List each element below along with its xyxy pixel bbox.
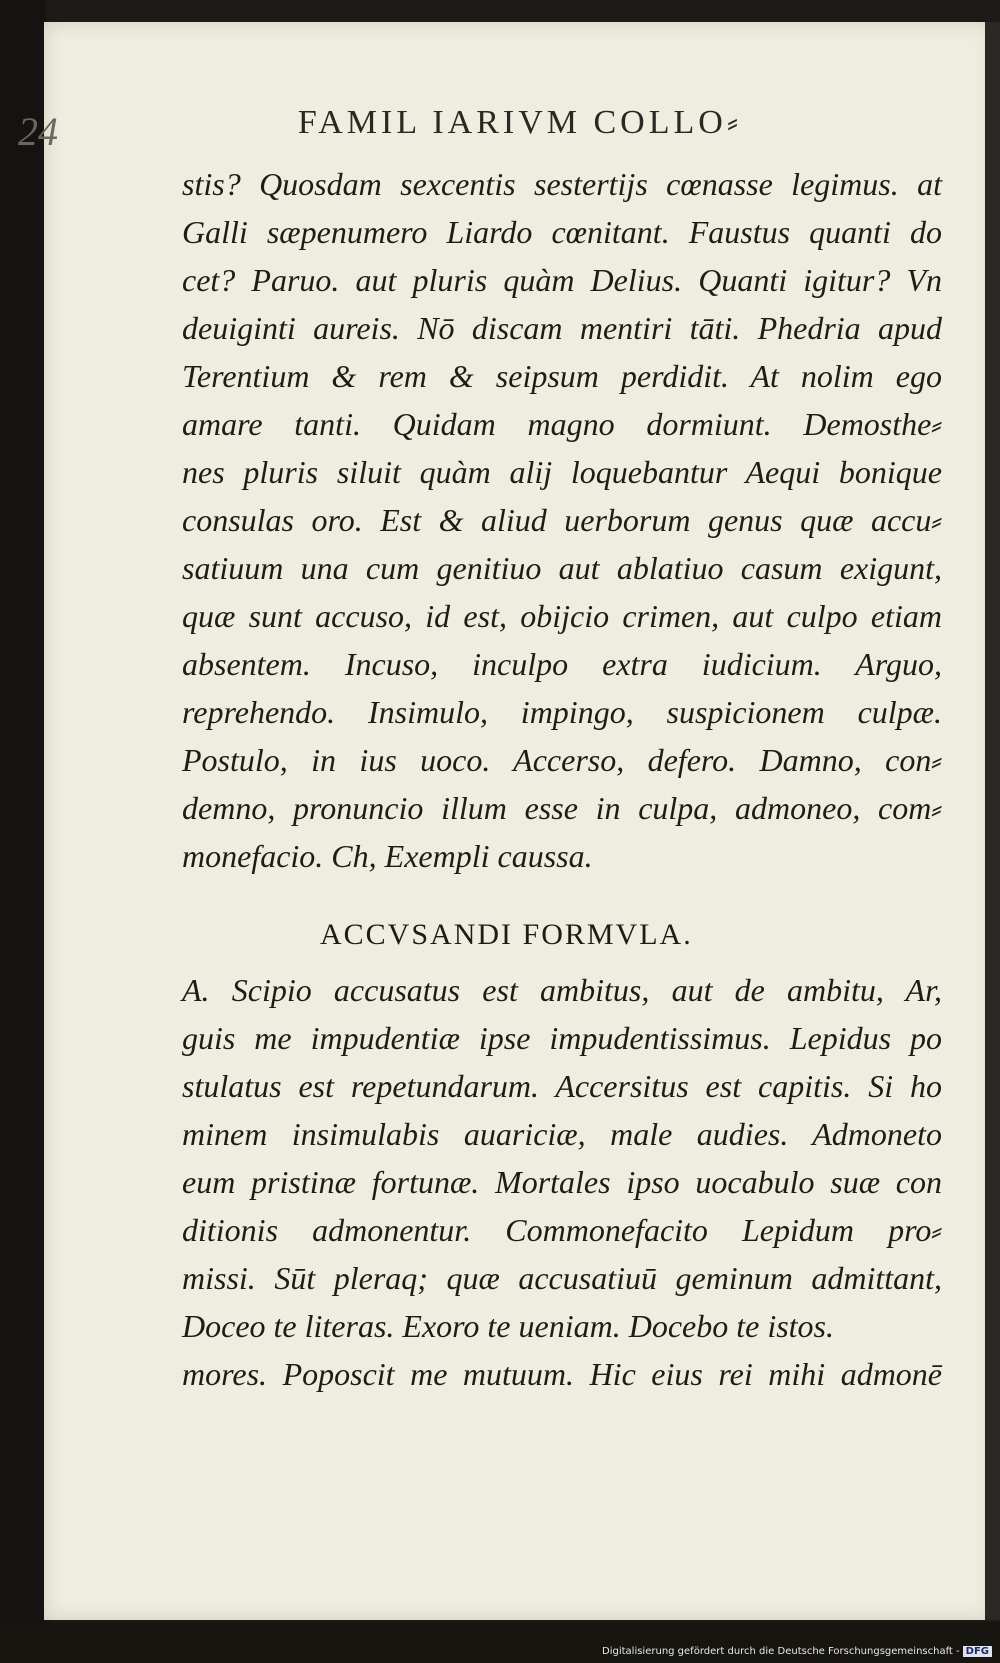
text-line: nes pluris siluit quàm alij loquebantur Aequi bonique <box>182 454 942 490</box>
section-heading: ACCVSANDI FORMVLA. <box>320 918 693 951</box>
text-line: Postulo, in ius uoco. Accerso, defero. Damno, con⸗ <box>182 742 942 778</box>
running-head: FAMIL IARIVM COLLO⸗ <box>297 104 743 141</box>
paragraph-1 <box>182 160 942 880</box>
text-line: minem insimulabis auariciæ, male audies. Admoneto <box>182 1116 942 1152</box>
text-line: amare tanti. Quidam magno dormiunt. Demosthe⸗ <box>182 406 942 442</box>
scan-background-right <box>985 22 1000 1620</box>
text-line: Terentium & rem & seipsum perdidit. At nolim ego <box>182 358 942 394</box>
text-line: cet? Paruo. aut pluris quàm Delius. Quanti igitur? Vn <box>182 262 942 298</box>
text-line: mores. Poposcit me mutuum. Hic eius rei mihi admonē <box>182 1356 942 1392</box>
text-line: eum pristinæ fortunæ. Mortales ipso uocabulo suæ con <box>182 1164 942 1200</box>
dfg-logo: DFG <box>963 1646 992 1657</box>
text-line: guis me impudentiæ ipse impudentissimus. Lepidus po <box>182 1020 942 1056</box>
text-line: Galli sæpenumero Liardo cœnitant. Faustus quanti do <box>182 214 942 250</box>
text-line: stulatus est repetundarum. Accersitus est capitis. Si ho <box>182 1068 942 1104</box>
text-line: reprehendo. Insimulo, impingo, suspicionem culpæ. <box>182 694 942 730</box>
folio-number: 24 <box>18 109 58 154</box>
text-line: missi. Sūt pleraq; quæ accusatiuū geminum admittant, <box>182 1260 942 1296</box>
text-line: demno, pronuncio illum esse in culpa, admoneo, com⸗ <box>182 790 942 826</box>
text-line: absentem. Incuso, inculpo extra iudicium. Arguo, <box>182 646 942 682</box>
text-line: deuiginti aureis. Nō discam mentiri tāti. Phedria apud <box>182 310 942 346</box>
paragraph-2 <box>182 966 942 1398</box>
text-line: ditionis admonentur. Commonefacito Lepidum pro⸗ <box>182 1212 942 1248</box>
text-line: stis? Quosdam sexcentis sestertijs cœnasse legimus. at <box>182 166 942 202</box>
text-line: satiuum una cum genitiuo aut ablatiuo casum exigunt, <box>182 550 942 586</box>
text-line: A. Scipio accusatus est ambitus, aut de ambitu, Ar, <box>182 972 942 1008</box>
text-line: monefacio. Ch, Exempli caussa. <box>182 838 593 874</box>
digitization-credit <box>602 1646 992 1657</box>
credit-text: Digitalisierung gefördert durch die Deutsche Forschungsgemeinschaft - <box>602 1646 960 1657</box>
text-line: consulas oro. Est & aliud uerborum genus quæ accu⸗ <box>182 502 942 538</box>
scan-background-left <box>0 0 46 1663</box>
text-line: quæ sunt accuso, id est, obijcio crimen, aut culpo etiam <box>182 598 942 634</box>
text-line: Doceo te literas. Exoro te ueniam. Docebo te istos. <box>182 1308 834 1344</box>
